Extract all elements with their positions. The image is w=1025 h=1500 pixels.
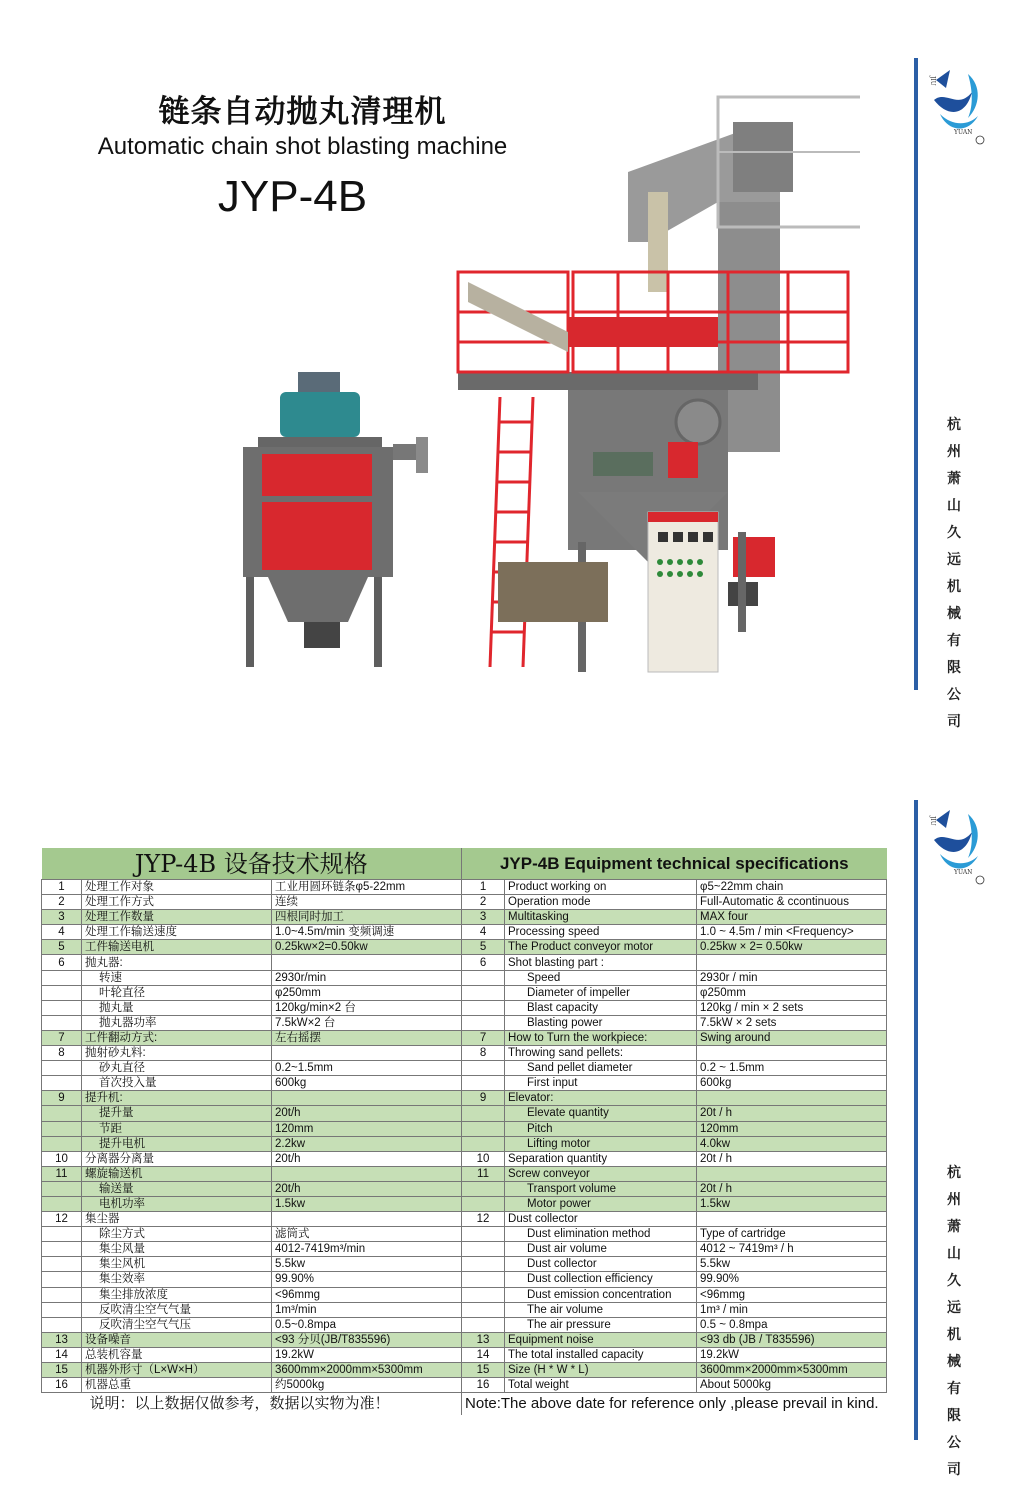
item-en: Blast capacity xyxy=(505,1000,697,1015)
value-cn: 5.5kw xyxy=(272,1257,462,1272)
value-cn: 工业用圆环链条φ5-22mm xyxy=(272,880,462,895)
row-number-cn: 9 xyxy=(42,1091,82,1106)
item-cn: 提升量 xyxy=(82,1106,272,1121)
value-cn: 2930r/min xyxy=(272,970,462,985)
value-cn: φ250mm xyxy=(272,985,462,1000)
row-number-en xyxy=(462,1076,505,1091)
red-hopper-illustration xyxy=(568,317,718,347)
table-row xyxy=(42,1136,887,1151)
value-en: 600kg xyxy=(697,1076,887,1091)
row-number-en xyxy=(462,1106,505,1121)
row-number-cn: 1 xyxy=(42,880,82,895)
value-en: 1m³ / min xyxy=(697,1302,887,1317)
item-cn: 机器总重 xyxy=(82,1378,272,1393)
table-row xyxy=(42,880,887,895)
row-number-en: 12 xyxy=(462,1212,505,1227)
item-en: Shot blasting part : xyxy=(505,955,697,970)
row-number-en: 4 xyxy=(462,925,505,940)
model-number: JYP-4B xyxy=(217,172,368,221)
row-number-cn xyxy=(42,1272,82,1287)
item-en: Sand pellet diameter xyxy=(505,1061,697,1076)
row-number-en xyxy=(462,1287,505,1302)
table-row xyxy=(42,1046,887,1061)
item-cn: 节距 xyxy=(82,1121,272,1136)
row-number-cn xyxy=(42,1015,82,1030)
item-en: Product working on xyxy=(505,880,697,895)
value-en: 0.25kw × 2= 0.50kw xyxy=(697,940,887,955)
value-en: 120mm xyxy=(697,1121,887,1136)
item-cn: 砂丸直径 xyxy=(82,1061,272,1076)
item-en: Dust air volume xyxy=(505,1242,697,1257)
table-row xyxy=(42,1347,887,1362)
table-row xyxy=(42,1363,887,1378)
machine-photo xyxy=(228,92,860,680)
item-en: First input xyxy=(505,1076,697,1091)
table-row xyxy=(42,1378,887,1393)
item-en: Equipment noise xyxy=(505,1332,697,1347)
value-en: 120kg / min × 2 sets xyxy=(697,1000,887,1015)
value-en: Type of cartridge xyxy=(697,1227,887,1242)
item-cn: 处理工作数量 xyxy=(82,910,272,925)
item-cn: 集尘排放浓度 xyxy=(82,1287,272,1302)
table-row xyxy=(42,1106,887,1121)
item-cn: 处理工作输送速度 xyxy=(82,925,272,940)
row-number-cn xyxy=(42,1061,82,1076)
item-cn: 集尘效率 xyxy=(82,1272,272,1287)
row-number-cn: 7 xyxy=(42,1030,82,1045)
row-number-en: 16 xyxy=(462,1378,505,1393)
value-cn: 约5000kg xyxy=(272,1378,462,1393)
item-cn: 电机功率 xyxy=(82,1196,272,1211)
item-cn: 工件翻动方式: xyxy=(82,1030,272,1045)
value-en: 7.5kW × 2 sets xyxy=(697,1015,887,1030)
item-en: Operation mode xyxy=(505,895,697,910)
table-row xyxy=(42,1302,887,1317)
row-number-cn xyxy=(42,1136,82,1151)
value-en: Full-Automatic & ccontinuous xyxy=(697,895,887,910)
value-cn xyxy=(272,1046,462,1061)
svg-text:JIU: JIU xyxy=(929,816,936,826)
row-number-cn xyxy=(42,1227,82,1242)
blasting-chamber-illustration xyxy=(458,372,775,672)
value-en xyxy=(697,1046,887,1061)
item-cn: 集尘风量 xyxy=(82,1242,272,1257)
company-logo xyxy=(928,800,988,885)
value-cn xyxy=(272,1091,462,1106)
value-en: MAX four xyxy=(697,910,887,925)
row-number-en: 11 xyxy=(462,1166,505,1181)
spec-note-row xyxy=(42,1393,887,1416)
row-number-cn xyxy=(42,1121,82,1136)
row-number-en xyxy=(462,1272,505,1287)
item-cn: 总装机容量 xyxy=(82,1347,272,1362)
table-row xyxy=(42,1000,887,1015)
row-number-cn xyxy=(42,1317,82,1332)
table-row xyxy=(42,1166,887,1181)
row-number-cn: 12 xyxy=(42,1212,82,1227)
row-number-cn: 13 xyxy=(42,1332,82,1347)
row-number-cn xyxy=(42,1181,82,1196)
row-number-cn: 3 xyxy=(42,910,82,925)
row-number-en: 9 xyxy=(462,1091,505,1106)
value-cn: 1.0~4.5m/min 变频调速 xyxy=(272,925,462,940)
page-title-chinese: 链条自动抛丸清理机 xyxy=(158,94,447,130)
item-cn: 转速 xyxy=(82,970,272,985)
item-en: Screw conveyor xyxy=(505,1166,697,1181)
table-row xyxy=(42,1332,887,1347)
item-en: Dust collector xyxy=(505,1257,697,1272)
item-en: Blasting power xyxy=(505,1015,697,1030)
chain-grid-illustration xyxy=(498,562,608,622)
row-number-en xyxy=(462,1257,505,1272)
item-en: The air pressure xyxy=(505,1317,697,1332)
row-number-cn: 5 xyxy=(42,940,82,955)
row-number-en xyxy=(462,1242,505,1257)
value-en: 0.5 ~ 0.8mpa xyxy=(697,1317,887,1332)
row-number-en: 2 xyxy=(462,895,505,910)
item-cn: 机器外形寸（L×W×H） xyxy=(82,1363,272,1378)
table-row xyxy=(42,1317,887,1332)
item-en: Lifting motor xyxy=(505,1136,697,1151)
note-english: Note:The above date for reference only ,please prevail in kind. xyxy=(462,1393,887,1416)
row-number-en: 13 xyxy=(462,1332,505,1347)
item-cn: 叶轮直径 xyxy=(82,985,272,1000)
company-name-vertical: 杭 州 萧 山 久 远 机 械 有 限 公 司 xyxy=(947,417,961,730)
value-en: φ250mm xyxy=(697,985,887,1000)
table-row xyxy=(42,1196,887,1211)
sidebar-rule-bottom xyxy=(914,800,918,1440)
value-cn: 0.2~1.5mm xyxy=(272,1061,462,1076)
item-cn: 除尘方式 xyxy=(82,1227,272,1242)
row-number-cn xyxy=(42,1257,82,1272)
item-cn: 处理工作方式 xyxy=(82,895,272,910)
item-en: The Product conveyor motor xyxy=(505,940,697,955)
item-cn: 反吹清尘空气气量 xyxy=(82,1302,272,1317)
item-en: Pitch xyxy=(505,1121,697,1136)
item-en: Total weight xyxy=(505,1378,697,1393)
value-cn: 1.5kw xyxy=(272,1196,462,1211)
table-row xyxy=(42,1091,887,1106)
item-cn: 螺旋输送机 xyxy=(82,1166,272,1181)
item-en: Multitasking xyxy=(505,910,697,925)
item-en: Diameter of impeller xyxy=(505,985,697,1000)
value-cn: 600kg xyxy=(272,1076,462,1091)
table-row xyxy=(42,1212,887,1227)
item-cn: 工件输送电机 xyxy=(82,940,272,955)
row-number-en: 6 xyxy=(462,955,505,970)
table-row xyxy=(42,985,887,1000)
table-row xyxy=(42,1015,887,1030)
table-row xyxy=(42,1030,887,1045)
item-cn: 处理工作对象 xyxy=(82,880,272,895)
table-row xyxy=(42,1061,887,1076)
row-number-cn xyxy=(42,1196,82,1211)
value-cn: 2.2kw xyxy=(272,1136,462,1151)
row-number-cn: 16 xyxy=(42,1378,82,1393)
value-en: Swing around xyxy=(697,1030,887,1045)
table-row xyxy=(42,1227,887,1242)
item-en: Elevate quantity xyxy=(505,1106,697,1121)
item-cn: 设备噪音 xyxy=(82,1332,272,1347)
item-cn: 分离器分离量 xyxy=(82,1151,272,1166)
row-number-cn xyxy=(42,1287,82,1302)
company-logo xyxy=(928,60,988,145)
table-row xyxy=(42,1272,887,1287)
note-chinese: 说明：以上数据仅做参考，数据以实物为准！ xyxy=(89,1395,390,1413)
table-row xyxy=(42,1076,887,1091)
value-en: 1.5kw xyxy=(697,1196,887,1211)
item-cn: 输送量 xyxy=(82,1181,272,1196)
value-en: 3600mm×2000mm×5300mm xyxy=(697,1363,887,1378)
spec-header-chinese: JYP-4B 设备技术规格 xyxy=(42,848,462,880)
table-row xyxy=(42,970,887,985)
item-en: Dust collection efficiency xyxy=(505,1272,697,1287)
value-en: 20t / h xyxy=(697,1181,887,1196)
item-en: The air volume xyxy=(505,1302,697,1317)
row-number-cn xyxy=(42,970,82,985)
value-en: 19.2kW xyxy=(697,1347,887,1362)
item-en: Size (H * W * L) xyxy=(505,1363,697,1378)
item-cn: 集尘风机 xyxy=(82,1257,272,1272)
value-cn: 7.5kW×2 台 xyxy=(272,1015,462,1030)
table-row xyxy=(42,910,887,925)
sidebar-rule-top xyxy=(914,58,918,690)
value-cn: 滤筒式 xyxy=(272,1227,462,1242)
row-number-cn: 8 xyxy=(42,1046,82,1061)
item-cn: 抛射砂丸料: xyxy=(82,1046,272,1061)
spec-table-header xyxy=(42,848,887,880)
row-number-en xyxy=(462,1121,505,1136)
table-row xyxy=(42,1242,887,1257)
table-row xyxy=(42,1121,887,1136)
item-cn: 提升电机 xyxy=(82,1136,272,1151)
row-number-en: 10 xyxy=(462,1151,505,1166)
table-row xyxy=(42,1181,887,1196)
item-en: How to Turn the workpiece: xyxy=(505,1030,697,1045)
row-number-en xyxy=(462,1181,505,1196)
value-en xyxy=(697,1212,887,1227)
value-en: <96mmg xyxy=(697,1287,887,1302)
value-cn: 20t/h xyxy=(272,1151,462,1166)
value-cn: 1m³/min xyxy=(272,1302,462,1317)
value-cn: 3600mm×2000mm×5300mm xyxy=(272,1363,462,1378)
item-en: Dust elimination method xyxy=(505,1227,697,1242)
item-en: Transport volume xyxy=(505,1181,697,1196)
row-number-en xyxy=(462,1302,505,1317)
item-en: The total installed capacity xyxy=(505,1347,697,1362)
row-number-en: 7 xyxy=(462,1030,505,1045)
item-en: Separation quantity xyxy=(505,1151,697,1166)
row-number-cn: 4 xyxy=(42,925,82,940)
row-number-en xyxy=(462,970,505,985)
svg-text:JIU: JIU xyxy=(929,76,936,86)
value-cn: 20t/h xyxy=(272,1106,462,1121)
item-en: Dust emission concentration xyxy=(505,1287,697,1302)
value-cn: 120kg/min×2 台 xyxy=(272,1000,462,1015)
value-cn: 0.5~0.8mpa xyxy=(272,1317,462,1332)
row-number-en xyxy=(462,1227,505,1242)
table-row xyxy=(42,895,887,910)
value-cn: 四根同时加工 xyxy=(272,910,462,925)
value-en: 99.90% xyxy=(697,1272,887,1287)
row-number-en: 14 xyxy=(462,1347,505,1362)
value-en: 4.0kw xyxy=(697,1136,887,1151)
row-number-en: 1 xyxy=(462,880,505,895)
value-cn: 20t/h xyxy=(272,1181,462,1196)
row-number-cn: 15 xyxy=(42,1363,82,1378)
row-number-cn xyxy=(42,1302,82,1317)
item-en: Speed xyxy=(505,970,697,985)
row-number-cn: 6 xyxy=(42,955,82,970)
row-number-en xyxy=(462,1317,505,1332)
spec-header-english: JYP-4B Equipment technical specifications xyxy=(462,848,887,880)
row-number-cn xyxy=(42,1076,82,1091)
value-en: About 5000kg xyxy=(697,1378,887,1393)
row-number-cn: 11 xyxy=(42,1166,82,1181)
item-cn: 首次投入量 xyxy=(82,1076,272,1091)
table-row xyxy=(42,1287,887,1302)
value-cn: 连续 xyxy=(272,895,462,910)
svg-text:YUAN: YUAN xyxy=(954,129,973,136)
value-en xyxy=(697,1091,887,1106)
row-number-cn xyxy=(42,1106,82,1121)
row-number-cn: 10 xyxy=(42,1151,82,1166)
item-en: Motor power xyxy=(505,1196,697,1211)
ladder-illustration xyxy=(490,397,533,667)
row-number-cn: 14 xyxy=(42,1347,82,1362)
value-en: 0.2 ~ 1.5mm xyxy=(697,1061,887,1076)
value-en: 1.0 ~ 4.5m / min <Frequency> xyxy=(697,925,887,940)
svg-text:YUAN: YUAN xyxy=(954,869,973,876)
row-number-en xyxy=(462,985,505,1000)
item-en: Elevator: xyxy=(505,1091,697,1106)
value-cn: 0.25kw×2=0.50kw xyxy=(272,940,462,955)
value-cn: 左右摇摆 xyxy=(272,1030,462,1045)
row-number-en: 8 xyxy=(462,1046,505,1061)
row-number-en xyxy=(462,1000,505,1015)
table-row xyxy=(42,1257,887,1272)
value-cn xyxy=(272,1212,462,1227)
page-title-english: Automatic chain shot blasting machine xyxy=(97,133,508,160)
row-number-en xyxy=(462,1061,505,1076)
row-number-en xyxy=(462,1015,505,1030)
company-name-vertical: 杭 州 萧 山 久 远 机 械 有 限 公 司 xyxy=(947,1165,961,1478)
value-en: <93 db (JB / T835596) xyxy=(697,1332,887,1347)
value-en xyxy=(697,1166,887,1181)
value-cn: 99.90% xyxy=(272,1272,462,1287)
row-number-cn xyxy=(42,1000,82,1015)
table-row xyxy=(42,925,887,940)
value-en: 2930r / min xyxy=(697,970,887,985)
value-en: 4012 ~ 7419m³ / h xyxy=(697,1242,887,1257)
table-row xyxy=(42,940,887,955)
table-row xyxy=(42,955,887,970)
item-cn: 抛丸量 xyxy=(82,1000,272,1015)
dust-collector-illustration xyxy=(243,372,428,667)
value-en: 5.5kw xyxy=(697,1257,887,1272)
table-row xyxy=(42,1151,887,1166)
row-number-en: 15 xyxy=(462,1363,505,1378)
item-cn: 抛丸器: xyxy=(82,955,272,970)
row-number-cn xyxy=(42,985,82,1000)
row-number-en: 3 xyxy=(462,910,505,925)
item-en: Dust collector xyxy=(505,1212,697,1227)
value-en: φ5~22mm chain xyxy=(697,880,887,895)
row-number-cn xyxy=(42,1242,82,1257)
spec-table xyxy=(41,848,887,1415)
item-en: Throwing sand pellets: xyxy=(505,1046,697,1061)
item-cn: 反吹清尘空气气压 xyxy=(82,1317,272,1332)
item-en: Processing speed xyxy=(505,925,697,940)
row-number-cn: 2 xyxy=(42,895,82,910)
value-cn: 120mm xyxy=(272,1121,462,1136)
value-cn xyxy=(272,1166,462,1181)
value-en: 20t / h xyxy=(697,1106,887,1121)
value-cn xyxy=(272,955,462,970)
row-number-en xyxy=(462,1136,505,1151)
value-cn: <96mmg xyxy=(272,1287,462,1302)
value-en: 20t / h xyxy=(697,1151,887,1166)
row-number-en: 5 xyxy=(462,940,505,955)
row-number-en xyxy=(462,1196,505,1211)
item-cn: 集尘器 xyxy=(82,1212,272,1227)
item-cn: 抛丸器功率 xyxy=(82,1015,272,1030)
item-cn: 提升机: xyxy=(82,1091,272,1106)
value-cn: 19.2kW xyxy=(272,1347,462,1362)
value-en xyxy=(697,955,887,970)
value-cn: 4012-7419m³/min xyxy=(272,1242,462,1257)
value-cn: <93 分贝(JB/T835596) xyxy=(272,1332,462,1347)
